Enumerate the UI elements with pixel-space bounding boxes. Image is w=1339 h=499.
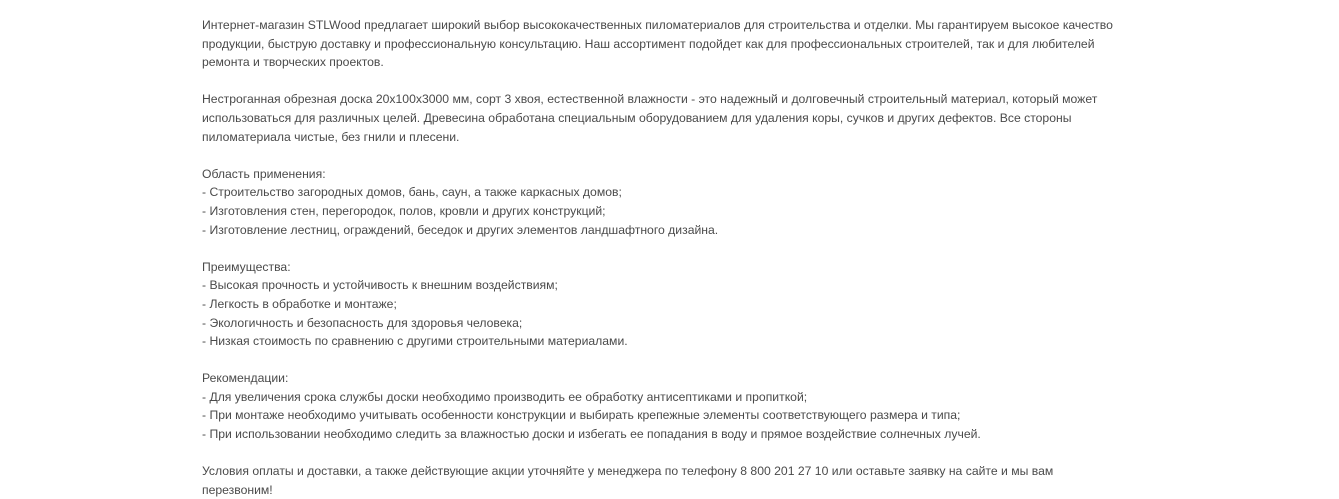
product-line: пиломатериала чистые, без гнили и плесени.: [202, 129, 460, 144]
product-paragraph: [202, 90, 1098, 146]
intro-line: ремонта и творческих проектов.: [202, 55, 384, 70]
advantages-item: - Высокая прочность и устойчивость к внешним воздействиям;: [202, 278, 558, 293]
recommendations-item: - При монтаже необходимо учитывать особенности конструкции и выбирать крепежные элементы соответствующего размера и типа;: [202, 408, 961, 423]
application-item: - Изготовления стен, перегородок, полов, кровли и других конструкций;: [202, 203, 606, 218]
application-item: - Изготовление лестниц, ограждений, беседок и других элементов ландшафтного дизайна.: [202, 222, 719, 237]
advantages-item: - Экологичность и безопасность для здоровья человека;: [202, 315, 523, 330]
product-description: [202, 16, 1113, 499]
advantages-item: - Низкая стоимость по сравнению с другими строительными материалами.: [202, 334, 628, 349]
recommendations-section: [202, 369, 1002, 443]
application-item: - Строительство загородных домов, бань, саун, а также каркасных домов;: [202, 185, 622, 200]
product-line: Нестроганная обрезная доска 20x100x3000 мм, сорт 3 хвоя, естественной влажности - это надежный и долговечный строительный материал, который может: [202, 92, 1098, 107]
product-line: использоваться для различных целей. Древесина обработана специальным оборудованием для удаления коры, сучков и других дефектов. Все стороны: [202, 110, 1072, 125]
application-section: [202, 165, 1002, 239]
intro-line: Интернет-магазин STLWood предлагает широкий выбор высококачественных пиломатериалов для строительства и отделки. Мы гарантируем высокое качество: [202, 18, 1113, 32]
contact-line: Условия оплаты и доставки, а также действующие акции уточняйте у менеджера по телефону 8 800 201 27 10 или оставьте заявку на сайте и мы вам: [202, 464, 1054, 479]
recommendations-title: Рекомендации:: [202, 371, 289, 386]
recommendations-item: - Для увеличения срока службы доски необходимо производить ее обработку антисептиками и пропиткой;: [202, 389, 808, 404]
recommendations-item: - При использовании необходимо следить за влажностью доски и избегать ее попадания в воду и прямое воздействие солнечных лучей.: [202, 427, 981, 442]
contact-paragraph: [202, 462, 1054, 499]
contact-line: перезвоним!: [202, 482, 273, 497]
intro-line: продукции, быструю доставку и профессиональную консультацию. Наш ассортимент подойдет как для профессиональных строителей, так и для любителей: [202, 36, 1095, 51]
advantages-section: [202, 258, 1002, 351]
application-title: Область применения:: [202, 166, 326, 181]
advantages-title: Преимущества:: [202, 259, 291, 274]
advantages-item: - Легкость в обработке и монтаже;: [202, 296, 397, 311]
intro-paragraph: [202, 16, 1113, 72]
